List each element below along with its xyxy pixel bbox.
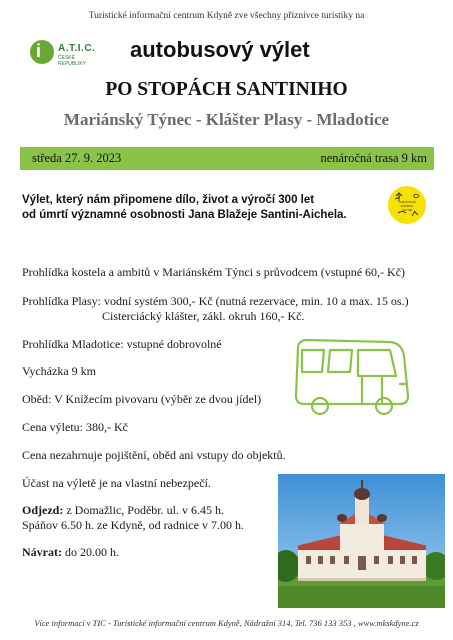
departure-value: z Domažlic, Poděbr. ul. v 6.45 h. — [63, 503, 224, 517]
return-value: do 20.00 h. — [61, 545, 119, 559]
trip-name: PO STOPÁCH SANTINIHO — [105, 79, 348, 100]
svg-text:ZNÁMKA: ZNÁMKA — [400, 204, 414, 208]
return-line — [22, 545, 119, 560]
svg-text:KDYNĚ: KDYNĚ — [401, 208, 413, 212]
program-plasy-2: Cisterciácký klášter, zákl. okruh 160,- Kč. — [102, 309, 305, 323]
logo-name: A.T.I.C. — [58, 43, 96, 54]
trip-route: Mariánský Týnec - Klášter Plasy - Mladotice — [63, 110, 390, 129]
footer-contact: Více informací v TIC - Turistické informační centrum Kdyně, Nádražní 314, Tel. 736 133 353 , www.mkskdyne.cz — [34, 618, 419, 628]
program-walk: Vycházka 9 km — [22, 364, 96, 378]
program-note-insurance: Cena nezahrnuje pojištění, oběd ani vstupy do objektů. — [22, 448, 286, 462]
page-title: autobusový výlet — [130, 37, 310, 62]
trail-length: nenáročná trasa 9 km — [320, 151, 427, 165]
program-note-risk: Účast na výletě je na vlastní nebezpečí. — [22, 476, 211, 490]
departure-label: Odjezd: — [22, 503, 64, 517]
program-plasy-1: Prohlídka Plasy: vodní systém 300,- Kč (nutná rezervace, min. 10 a max. 15 os.) — [22, 294, 409, 308]
program-mladotice: Prohlídka Mladotice: vstupné dobrovolné — [22, 337, 222, 351]
return-label: Návrat: — [22, 545, 62, 559]
monastery-photo — [278, 474, 445, 608]
program-price: Cena výletu: 380,- Kč — [22, 420, 128, 434]
program-lunch: Oběd: V Knížecím pivovaru (výběr ze dvou jídel) — [22, 392, 262, 406]
highlight-line-2: od úmrtí významné osobnosti Jana Blažeje Santini-Aichela. — [22, 209, 347, 221]
highlight-text — [22, 193, 372, 223]
tourist-stamp-badge — [388, 186, 426, 224]
hiker-icon — [388, 186, 426, 224]
bus-outline-icon — [292, 334, 412, 424]
departure-line-1 — [22, 503, 224, 518]
highlight-line-1: Výlet, který nám připomene dílo, život a výročí 300 let — [22, 194, 315, 206]
atic-logo — [30, 40, 100, 66]
info-i-icon: i — [30, 40, 54, 64]
intro-text: Turistické informační centrum Kdyně zve všechny příznivce turistiky na — [88, 11, 365, 21]
program-tynec: Prohlídka kostela a ambitů v Mariánském Týnci s průvodcem (vstupné 60,- Kč) — [22, 265, 406, 279]
svg-text:TURISTICKÁ: TURISTICKÁ — [398, 200, 416, 204]
departure-line-2: Spáňov 6.50 h. ze Kdyně, od radnice v 7.00 h. — [22, 518, 244, 532]
trip-date: středa 27. 9. 2023 — [32, 151, 122, 165]
logo-subtitle: ČESKÉ REPUBLIKY — [58, 55, 87, 67]
